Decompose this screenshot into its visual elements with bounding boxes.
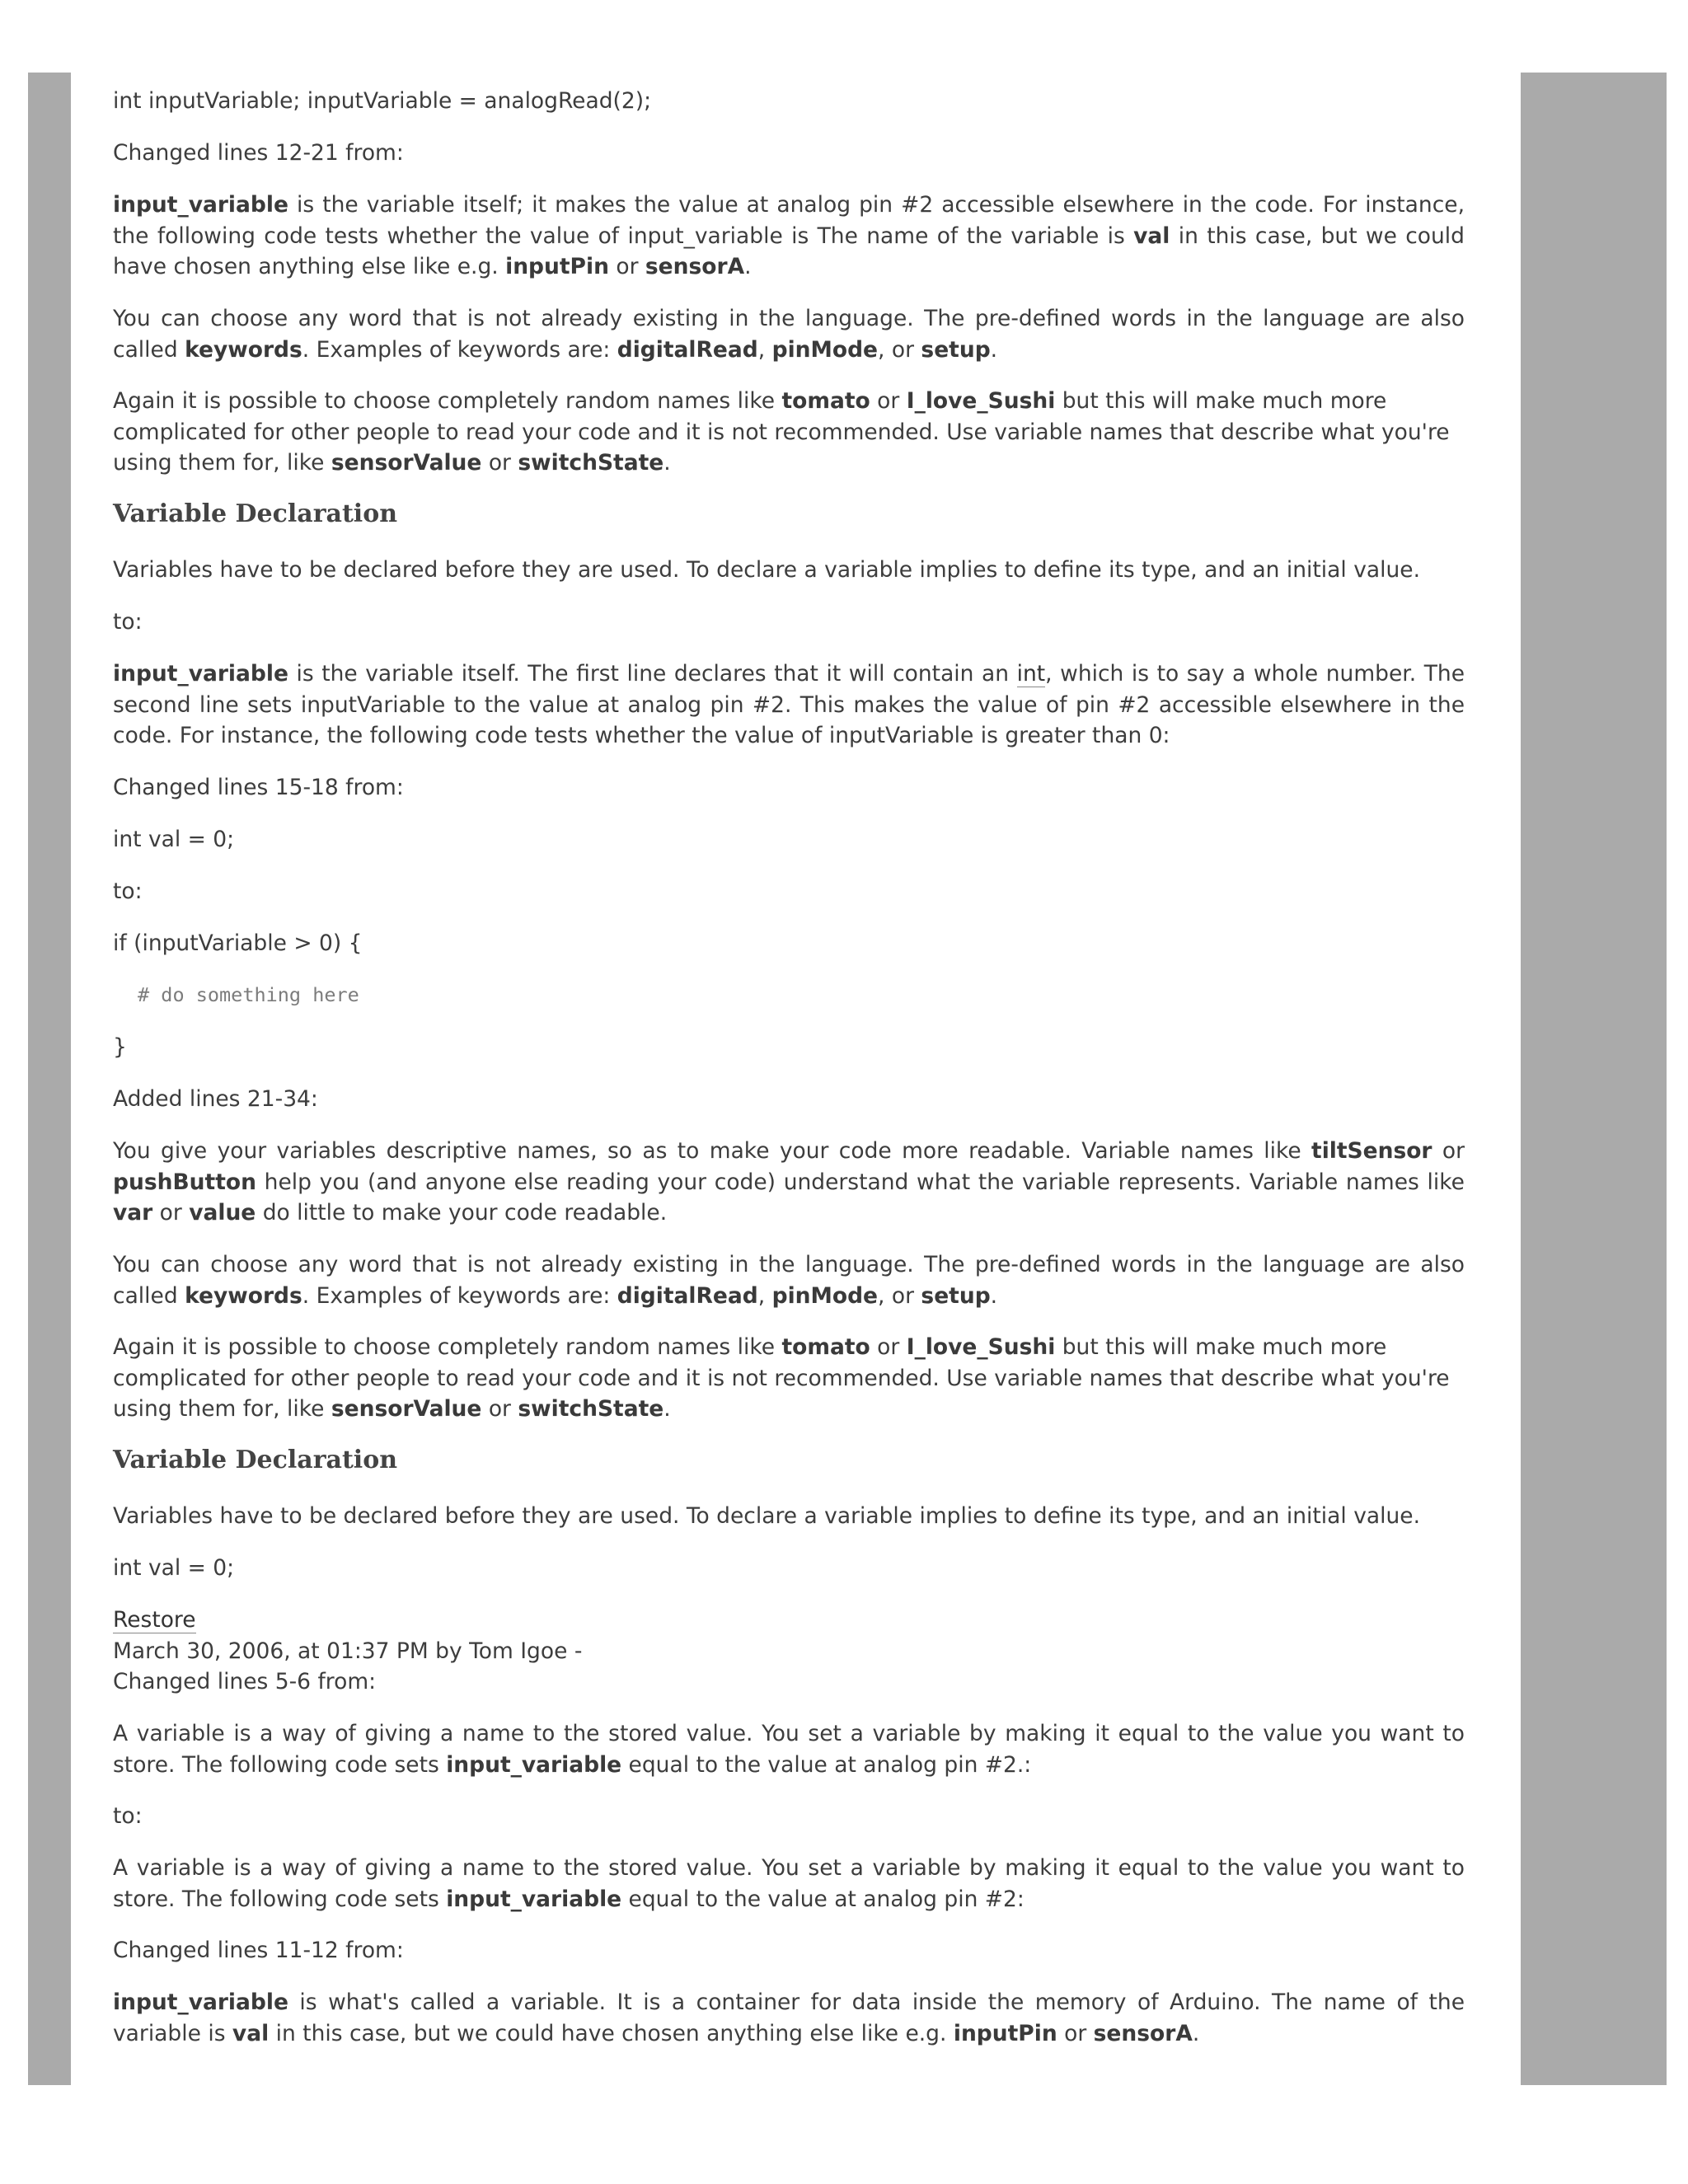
revision-meta: March 30, 2006, at 01:37 PM by Tom Igoe -: [113, 1638, 583, 1664]
left-gray-sidebar: [28, 73, 71, 2085]
code-comment: # do something here: [138, 983, 359, 1006]
heading-variable-declaration: Variable Declaration: [113, 499, 398, 528]
code-line: int val = 0;: [113, 827, 235, 852]
diff-header: Added lines 21-34:: [113, 1086, 318, 1112]
diff-header: Changed lines 12-21 from:: [113, 140, 404, 166]
code-line: int val = 0;: [113, 1555, 235, 1581]
paragraph-keywords: You can choose any word that is not already existing in the language. The pre-defined words in the language are also called keywords. Examples of keywords are: digitalRead, pinMode, or setup.: [113, 1252, 1465, 1309]
paragraph-input-variable-old: input_variable is the variable itself; it makes the value at analog pin #2 accessible elsewhere in the code. For instance, the following code tests whether the value of input_variable is The name of the variable is val in this case, but we could have chosen anything else like e.g. inputPin or sensorA.: [113, 192, 1465, 279]
diff-to-label: to:: [113, 879, 143, 904]
diff-header: Changed lines 5-6 from:: [113, 1669, 377, 1694]
heading-variable-declaration: Variable Declaration: [113, 1446, 398, 1474]
revision-entry: [113, 1605, 1465, 1698]
int-link[interactable]: int: [1016, 661, 1046, 687]
paragraph-declaration: Variables have to be declared before they are used. To declare a variable implies to define its type, and an initial value.: [113, 1503, 1421, 1529]
paragraph-keywords: You can choose any word that is not already existing in the language. The pre-defined words in the language are also called keywords. Examples of keywords are: digitalRead, pinMode, or setup.: [113, 306, 1465, 363]
code-line-input-variable: int inputVariable; inputVariable = analogRead(2);: [113, 88, 652, 114]
paragraph-random-names: Again it is possible to choose completely random names like tomato or I_love_Sushi but this will make much more complicated for other people to read your code and it is not recommended. Use variable names that describe what you're using them for, like sensorValue or switchState.: [113, 388, 1450, 476]
paragraph-random-names: Again it is possible to choose completely random names like tomato or I_love_Sushi but this will make much more complicated for other people to read your code and it is not recommended. Use variable names that describe what you're using them for, like sensorValue or switchState.: [113, 1334, 1450, 1422]
paragraph-variable-definition-new: A variable is a way of giving a name to the stored value. You set a variable by making it equal to the value you want to store. The following code sets input_variable equal to the value at analog pin #2:: [113, 1855, 1465, 1912]
diff-to-label: to:: [113, 1803, 143, 1829]
paragraph-container: input_variable is what's called a variable. It is a container for data inside the memory of Arduino. The name of the variable is val in this case, but we could have chosen anything else like e.g. inputPin or sensorA.: [113, 1990, 1465, 2046]
restore-link[interactable]: Restore: [113, 1607, 196, 1633]
diff-to-label: to:: [113, 609, 143, 635]
diff-header: Changed lines 11-12 from:: [113, 1938, 404, 1963]
code-line: }: [113, 1034, 127, 1060]
paragraph-declaration: Variables have to be declared before they are used. To declare a variable implies to define its type, and an initial value.: [113, 557, 1421, 583]
paragraph-descriptive-names: You give your variables descriptive names, so as to make your code more readable. Variable names like tiltSensor or pushButton help you (and anyone else reading your code) understand what the variable represents. Variable names like var or value do little to make your code readable.: [113, 1138, 1465, 1226]
paragraph-variable-definition-old: A variable is a way of giving a name to the stored value. You set a variable by making it equal to the value you want to store. The following code sets input_variable equal to the value at analog pin #2.:: [113, 1721, 1465, 1778]
code-line: if (inputVariable > 0) {: [113, 930, 363, 956]
paragraph-input-variable-new: input_variable is the variable itself. The first line declares that it will contain an int, which is to say a whole number. The second line sets inputVariable to the value at analog pin #2. This makes the value of pin #2 accessible elsewhere in the code. For instance, the following code tests whether the value of inputVariable is greater than 0:: [113, 661, 1465, 748]
right-gray-sidebar: [1521, 73, 1667, 2085]
diff-header: Changed lines 15-18 from:: [113, 775, 404, 800]
